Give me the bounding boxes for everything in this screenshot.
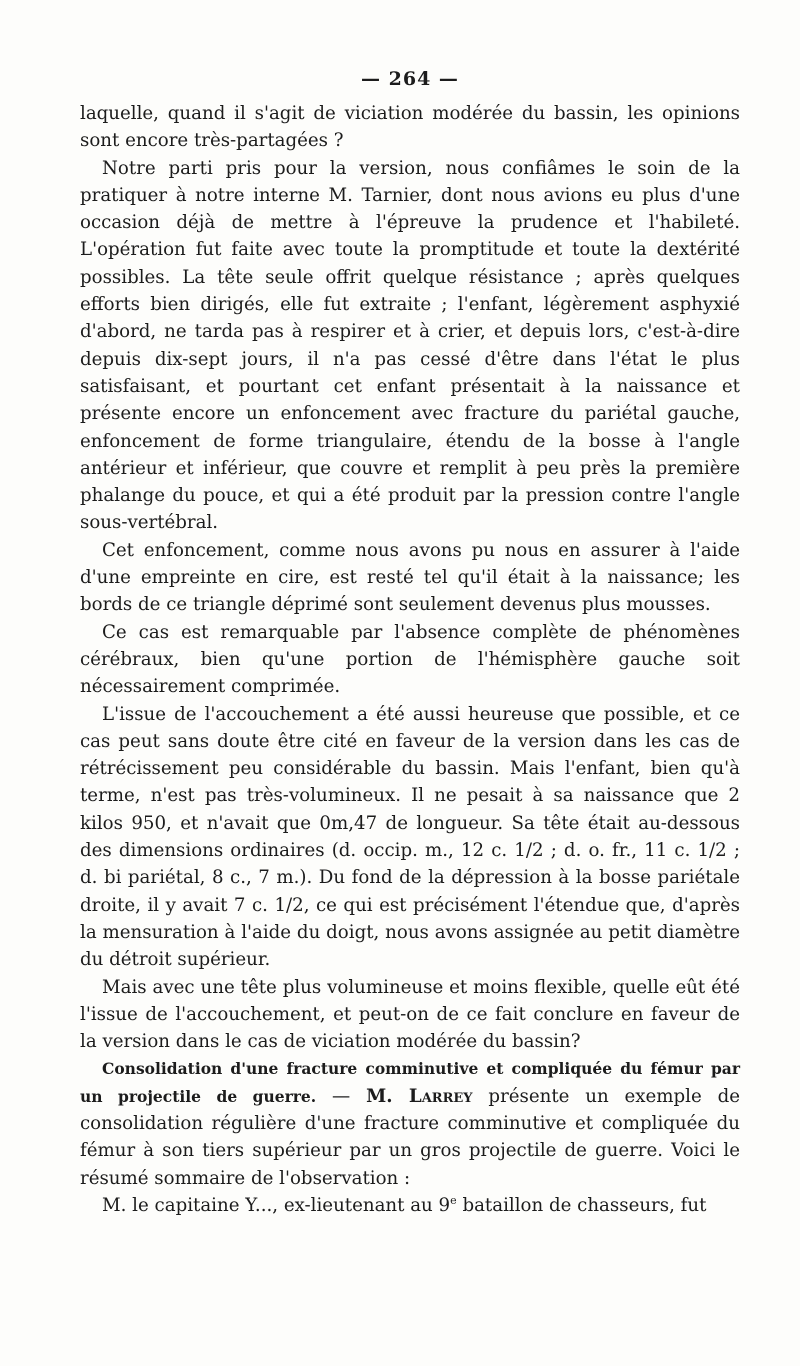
section-text: présente un exemple de consolidation régulière d'une fracture comminutive et compliquée du fémur à son tiers supérieur par un gros projectile de guerre. Voici le résumé sommaire de l'observation :	[80, 1085, 740, 1189]
section-author: M. Larrey	[366, 1085, 473, 1107]
paragraph-1: laquelle, quand il s'agit de viciation modérée du bassin, les opinions sont encore très-partagées ?	[80, 103, 740, 152]
last-line-end: bataillon de chasseurs, fut	[456, 1194, 707, 1216]
last-line	[80, 1192, 740, 1219]
section-heading: Consolidation d'une fracture comminutive et compliquée du fémur par un projectile de guerre.	[80, 1059, 740, 1106]
paragraph-3: Cet enfoncement, comme nous avons pu nous en assurer à l'aide d'une empreinte en cire, est resté tel qu'il était à la naissance; les bords de ce triangle déprimé sont seulement devenus plus mousses.	[80, 539, 740, 616]
page-number: — 264 —	[361, 68, 459, 90]
paragraph-5: L'issue de l'accouchement a été aussi heureuse que possible, et ce cas peut sans doute être cité en faveur de la version dans les cas de rétrécissement peu considérable du bassin. Mais l'enfant, bien qu'à terme, n'est pas très-volumineux. Il ne pesait à sa naissance que 2 kilos 950, et n'avait que 0m,47 de longueur. Sa tête était au-dessous des dimensions ordinaires (d. occip. m., 12 c. 1/2 ; d. o. fr., 11 c. 1/2 ; d. bi pariétal, 8 c., 7 m.). Du fond de la dépression à la bosse pariétale droite, il y avait 7 c. 1/2, ce qui est précisément l'étendue que, d'après la mensuration à l'aide du doigt, nous avons assignée au petit diamètre du détroit supérieur.	[80, 703, 740, 971]
paragraph-2: Notre parti pris pour la version, nous confiâmes le soin de la pratiquer à notre interne M. Tarnier, dont nous avions eu plus d'une occasion déjà de mettre à l'épreuve la prudence et l'habileté. L'opération fut faite avec toute la promptitude et toute la dextérité possibles. La tête seule offrit quelque résistance ; après quelques efforts bien dirigés, elle fut extraite ; l'enfant, légèrement asphyxié d'abord, ne tarda pas à respirer et à crier, et depuis lors, c'est-à-dire depuis dix-sept jours, il n'a pas cessé d'être dans l'état le plus satisfaisant, et pourtant cet enfant présentait à la naissance et présente encore un enfoncement avec fracture du pariétal gauche, enfoncement de forme triangulaire, étendu de la bosse à l'angle antérieur et inférieur, que couvre et remplit à peu près la première phalange du pouce, et qui a été produit par la pression contre l'angle sous-vertébral.	[80, 157, 740, 534]
paragraph-4: Ce cas est remarquable par l'absence complète de phénomènes cérébraux, bien qu'une portion de l'hémisphère gauche soit nécessairement comprimée.	[80, 621, 740, 698]
section-dash: —	[316, 1085, 367, 1107]
paragraph-6: Mais avec une tête plus volumineuse et moins flexible, quelle eût été l'issue de l'accouchement, et peut-on de ce fait conclure en faveur de la version dans le cas de viciation modérée du bassin?	[80, 976, 740, 1053]
ordinal-superscript: e	[450, 1193, 457, 1207]
section-paragraph	[80, 1055, 740, 1191]
last-line-start: M. le capitaine Y..., ex-lieutenant au 9	[102, 1194, 451, 1216]
